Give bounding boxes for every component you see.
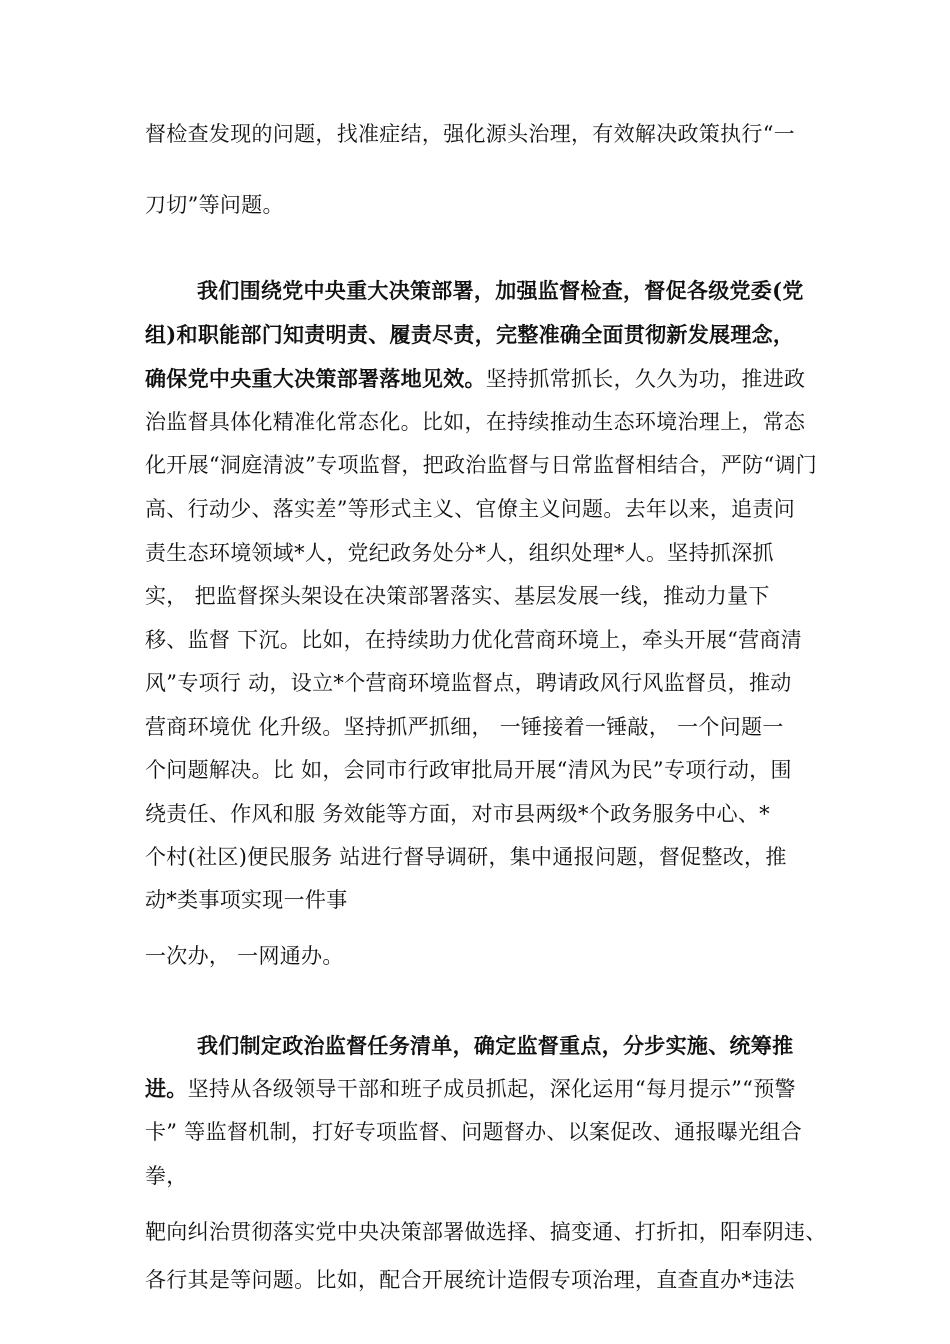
paragraph-text: 坚持从各级领导干部和班子成员抓起，深化运用“每月提示”“预警	[187, 1077, 796, 1101]
paragraph-line: 风”专项行 动，设立*个营商环境监督点，聘请政风行风监督员，推动	[145, 671, 792, 695]
paragraph-text: 坚持抓常抓长，久久为功，推进政	[485, 367, 806, 391]
bold-heading-line: 我们围绕党中央重大决策部署，加强监督检查，督促各级党委(党	[197, 278, 804, 303]
paragraph-line: 督检查发现的问题，找准症结，强化源头治理，有效解决政策执行“一	[145, 122, 796, 146]
bold-heading-line: 我们制定政治监督任务清单，确定监督重点，分步实施、统筹推	[197, 1033, 794, 1058]
bold-heading-text: 确保党中央重大决策部署落地见效。	[145, 366, 486, 391]
paragraph-line: 绕责任、作风和服 务效能等方面，对市县两级*个政务服务中心、*	[145, 802, 770, 826]
paragraph-line: 靶向纠治贯彻落实党中央决策部署做选择、搞变通、打折扣，阳奉阴违、	[145, 1220, 827, 1244]
paragraph-line: 治监督具体化精准化常态化。比如，在持续推动生态环境治理上，常态	[145, 410, 806, 434]
paragraph-line: 营商环境优 化升级。坚持抓严抓细， 一锤接着一锤敲， 一个问题一	[145, 715, 784, 739]
paragraph-line	[145, 1075, 796, 1103]
bold-heading-line: 组)和职能部门知责明责、履责尽责，完整准确全面贯彻新发展理念，	[145, 322, 795, 347]
paragraph-line: 责生态环境领域*人，党纪政务处分*人，组织处理*人。坚持抓深抓	[145, 541, 774, 565]
paragraph-line: 一次办， 一网通办。	[145, 944, 344, 968]
paragraph-line: 移、监督 下沉。比如，在持续助力优化营商环境上，牵头开展“营商清	[145, 628, 803, 652]
paragraph-line: 卡” 等监督机制，打好专项监督、问题督办、以案促改、通报曝光组合	[145, 1120, 803, 1144]
paragraph-line: 各行其是等问题。比如，配合开展统计造假专项治理，直查直办*违法	[145, 1268, 795, 1292]
bold-heading-text: 进。	[145, 1076, 188, 1101]
paragraph-line: 个村(社区)便民服务 站进行督导调研，集中通报问题，督促整改，推	[145, 845, 787, 869]
paragraph-line: 高、行动少、落实差”等形式主义、官僚主义问题。去年以来，追责问	[145, 497, 796, 521]
paragraph-line: 个问题解决。比 如，会同市行政审批局开展“清风为民”专项行动，围	[145, 758, 792, 782]
paragraph-line: 实， 把监督探头架设在决策部署落实、基层发展一线，推动力量下	[145, 584, 770, 608]
paragraph-line: 刀切”等问题。	[145, 193, 284, 217]
paragraph-line: 动*类事项实现一件事	[145, 888, 348, 912]
paragraph-line: 化开展“洞庭清波”专项监督，把政治监督与日常监督相结合，严防“调门	[145, 453, 818, 477]
paragraph-line: 拳，	[145, 1164, 188, 1188]
paragraph-line	[145, 365, 805, 393]
